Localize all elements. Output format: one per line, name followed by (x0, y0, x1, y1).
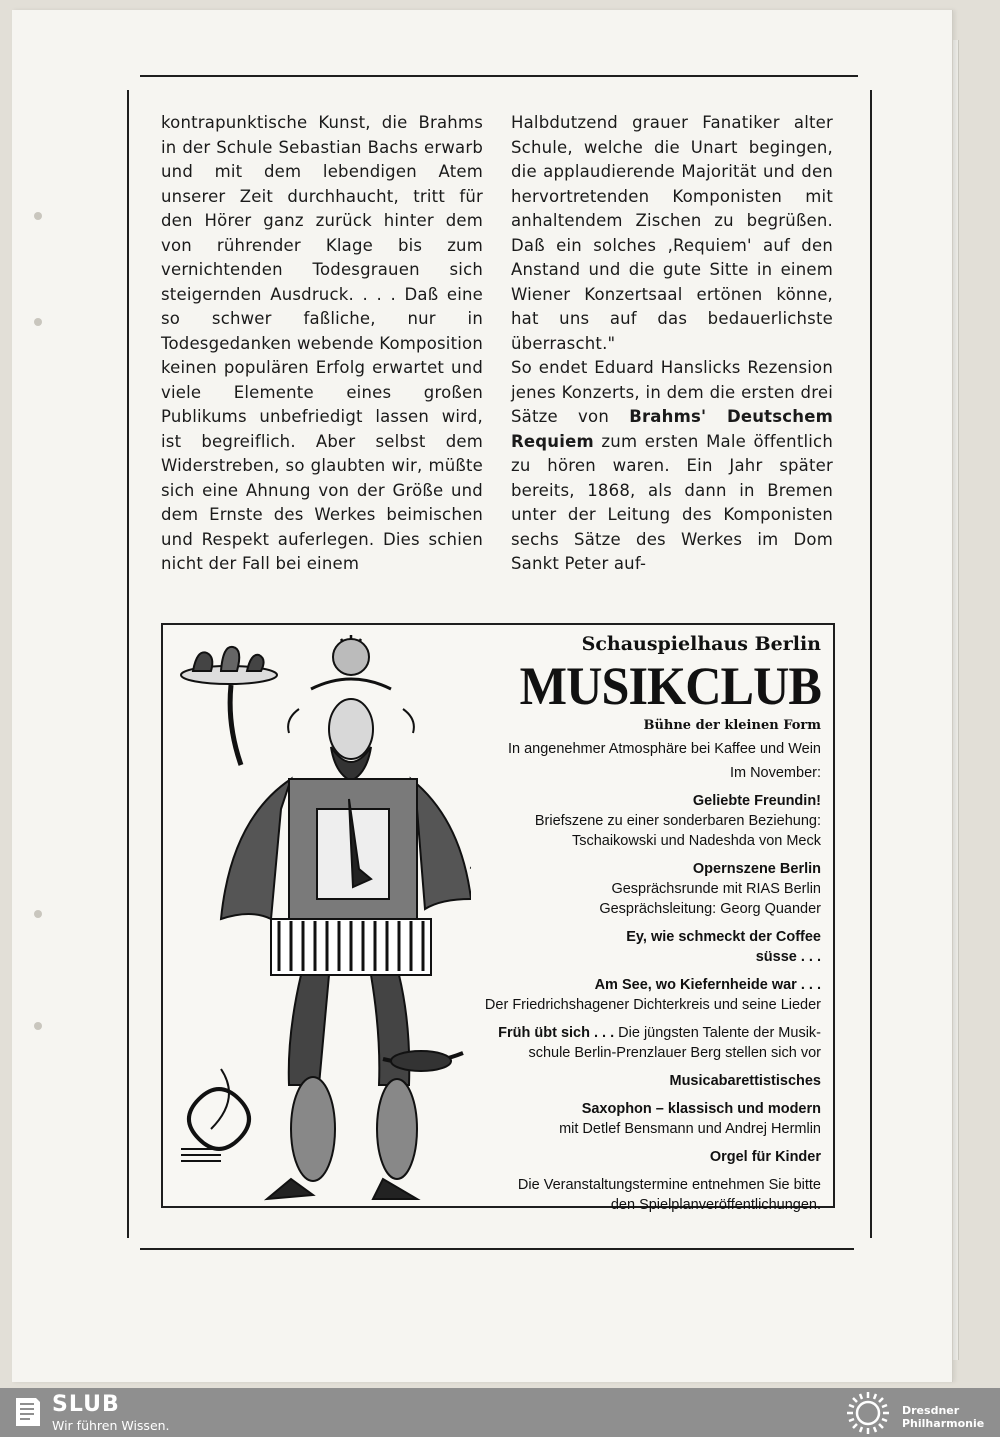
event-title: Am See, wo Kiefernheide war . . . (594, 977, 821, 993)
partner-name-line: Dresdner (902, 1404, 960, 1417)
event-title: Orgel für Kinder (709, 1149, 821, 1165)
event-description: Gesprächsrunde mit RIAS Berlin (611, 881, 821, 897)
library-tagline: Wir führen Wissen. (52, 1418, 170, 1433)
event-description: schule Berlin-Prenzlauer Berg stellen sich vor (528, 1045, 821, 1061)
event-title-inline (421, 1023, 821, 1043)
event-title: Früh übt sich . . . (498, 1025, 615, 1041)
partner-name[interactable] (902, 1404, 984, 1430)
article-text: So endet Eduard Hanslicks Rezension jenes Konzerts, in dem die ersten drei Sätze von (511, 358, 833, 426)
slub-logo-icon[interactable] (13, 1396, 43, 1428)
ad-text-block (421, 631, 821, 1215)
event-title: Saxophon – klassisch und modern (581, 1101, 821, 1117)
event-title-continued: süsse . . . (755, 949, 821, 965)
article-text: zum ersten Male öffentlich zu hören waren. Ein Jahr später bereits, 1868, als dann in Bremen unter der Leitung des Komponisten sechs Sätze des Werkes im Dom Sankt Peter auf- (511, 431, 833, 573)
musikclub-advertisement (161, 623, 835, 1213)
venue-name: Schauspielhaus Berlin (581, 633, 821, 655)
right-frame-rule (870, 90, 872, 1238)
article-paragraph: Halbdutzend grauer Fanatiker alter Schule, welche die Unart begingen, die applaudierende Majorität und den hervortretenden Komponisten mit anhaltendem Zischen zu begrüßen. Daß ein solches ‚Requiem' auf den Anstand und die gute Sitte in einem Wiener Konzertsaal ertönen könne, hat uns auf das bedauerlichste überrascht." (511, 113, 833, 353)
philharmonie-sunburst-icon (841, 1390, 895, 1436)
event-description: Tschaikowski und Nadeshda von Meck (571, 833, 821, 849)
closing-note: den Spielplanveröffentlichungen. (610, 1197, 821, 1213)
binding-hole (34, 910, 42, 918)
partner-name-line: Philharmonie (902, 1417, 985, 1430)
article-paragraph (511, 356, 833, 577)
left-frame-rule (127, 90, 129, 1238)
binding-hole (34, 318, 42, 326)
article-paragraph: kontrapunktische Kunst, die Brahms in der Schule Sebastian Bachs erwarb und mit dem lebendigen Atem unserer Zeit durchhaucht, tritt für den Hörer ganz zurück hinter dem von rührender Klage bis zum vernichtenden Todesgrauen sich steigernden Ausdruck. . . . Daß eine so schwer faßliche, nur in Todesgedanken webende Komposition keinen populären Erfolg erwartet und viele Elemente eines großen Publikums unbefriedigt lassen wird, ist begreiflich. Aber selbst dem Widerstreben, so glaubten wir, müßte sich eine Ahnung von der Größe und dem Ernste des Werkes beimischen und Respekt auferlegen. Dies schien nicht der Fall bei einem (161, 113, 483, 573)
event-title: Musicabarettistisches (669, 1073, 821, 1089)
stage-subtitle: Bühne der kleinen Form (643, 718, 821, 733)
work-title: Brahms' Deutschem Requiem (511, 407, 833, 451)
event-description: Der Friedrichshagener Dichterkreis und seine Lieder (484, 997, 821, 1013)
closing-note: Die Veranstaltungstermine entnehmen Sie bitte (517, 1177, 821, 1193)
event-description: Briefszene zu einer sonderbaren Beziehung: (534, 813, 821, 829)
ad-intro: In angenehmer Atmosphäre bei Kaffee und Wein (507, 741, 821, 757)
article-column-right (511, 111, 833, 577)
binding-hole (34, 1022, 42, 1030)
event-description: Die jüngsten Talente der Musik- (614, 1025, 821, 1041)
event-title: Ey, wie schmeckt der Coffee (626, 929, 821, 945)
binding-hole (34, 212, 42, 220)
event-description: Gesprächsleitung: Georg Quander (599, 901, 821, 917)
event-title: Geliebte Freundin! (692, 793, 821, 809)
club-title: MUSIKCLUB (519, 656, 821, 716)
article-column-left (161, 111, 483, 577)
month-label: Im November: (729, 765, 821, 781)
library-name[interactable]: SLUB (52, 1392, 120, 1417)
bottom-rule (140, 1248, 854, 1250)
event-title: Opernszene Berlin (692, 861, 821, 877)
event-description: mit Detlef Bensmann und Andrej Hermlin (559, 1121, 821, 1137)
top-rule (140, 75, 858, 77)
